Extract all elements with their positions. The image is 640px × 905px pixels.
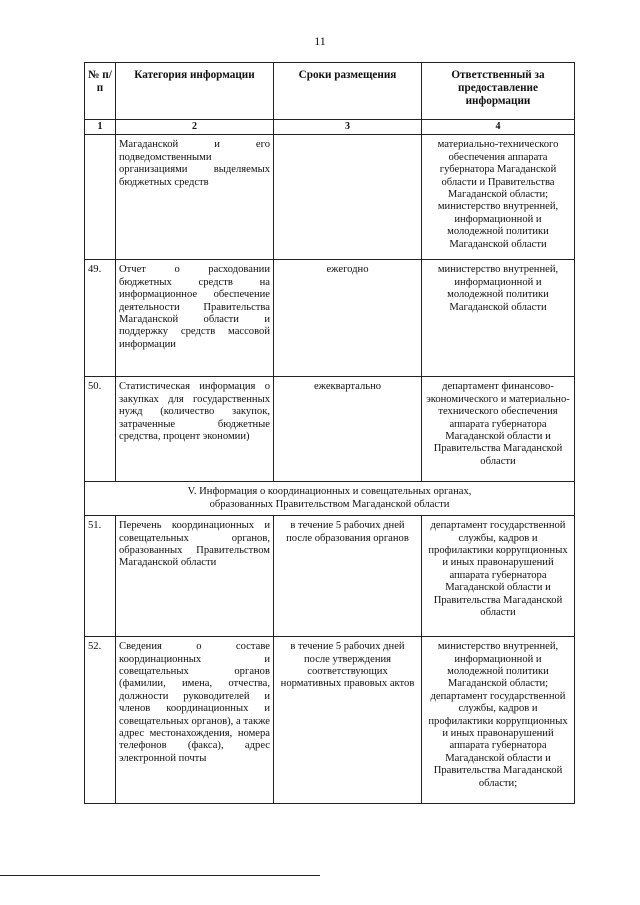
row-category: Магаданской и его подведомственными организациями выделяемых бюджетных средств — [116, 135, 274, 260]
row-period: ежеквартально — [274, 377, 422, 482]
section-heading-line: образованных Правительством Магаданской области — [209, 498, 450, 510]
page-number: 11 — [314, 34, 326, 48]
section-heading-row — [85, 482, 575, 516]
row-category: Отчет о расходовании бюджетных средств на информационное обеспечение деятельности Правительства Магаданской области и поддержку средств массовой информации — [116, 260, 274, 377]
row-period: ежегодно — [274, 260, 422, 377]
row-period: в течение 5 рабочих дней после образования органов — [274, 516, 422, 637]
header-category: Категория информации — [116, 63, 274, 120]
column-number: 3 — [274, 120, 422, 135]
row-number: 51. — [85, 516, 116, 637]
table-row — [85, 637, 575, 804]
table-row — [85, 260, 575, 377]
section-heading — [85, 482, 575, 516]
row-responsible: материально-технического обеспечения аппарата губернатора Магаданской области и Правительства Магаданской области; министерство внутренней, информационной и молодежной политики Магаданской области — [422, 135, 575, 260]
header-responsible: Ответственный за предоставление информации — [422, 63, 575, 120]
row-number: 52. — [85, 637, 116, 804]
column-number: 1 — [85, 120, 116, 135]
row-period: в течение 5 рабочих дней после утверждения соответствующих нормативных правовых актов — [274, 637, 422, 804]
information-table — [84, 62, 575, 804]
row-responsible: министерство внутренней, информационной и молодежной политики Магаданской области — [422, 260, 575, 377]
row-responsible: департамент государственной службы, кадров и профилактики коррупционных и иных правонарушений аппарата губернатора Магаданской области и Правительства Магаданской области — [422, 516, 575, 637]
footnote-separator — [0, 875, 320, 876]
row-category: Перечень координационных и совещательных органов, образованных Правительством Магаданской области — [116, 516, 274, 637]
column-number: 2 — [116, 120, 274, 135]
table-header-row — [85, 63, 575, 120]
row-number: 50. — [85, 377, 116, 482]
header-period: Сроки размещения — [274, 63, 422, 120]
table-row — [85, 135, 575, 260]
column-number: 4 — [422, 120, 575, 135]
row-number — [85, 135, 116, 260]
table-row — [85, 377, 575, 482]
section-heading-line: V. Информация о координационных и совещательных органах, — [187, 486, 472, 498]
row-category: Сведения о составе координационных и совещательных органов (фамилии, имена, отчества, должности руководителей и членов координационных и совещательных органов), а также адрес местонахождения, номера телефонов (факса), адрес электронной почты — [116, 637, 274, 804]
row-period — [274, 135, 422, 260]
row-responsible: департамент финансово-экономического и материально-технического обеспечения аппарата губернатора Магаданской области и Правительства Магаданской области — [422, 377, 575, 482]
row-responsible: министерство внутренней, информационной и молодежной политики Магаданской области; департамент государственной службы, кадров и профилактики коррупционных и иных правонарушений аппарата губернатора Магаданской области и Правительства Магаданской области; — [422, 637, 575, 804]
table-row — [85, 516, 575, 637]
column-numbers-row — [85, 120, 575, 135]
row-category: Статистическая информация о закупках для государственных нужд (количество закупок, затраченные бюджетные средства, процент экономии) — [116, 377, 274, 482]
row-number: 49. — [85, 260, 116, 377]
header-number: № п/п — [85, 63, 116, 120]
